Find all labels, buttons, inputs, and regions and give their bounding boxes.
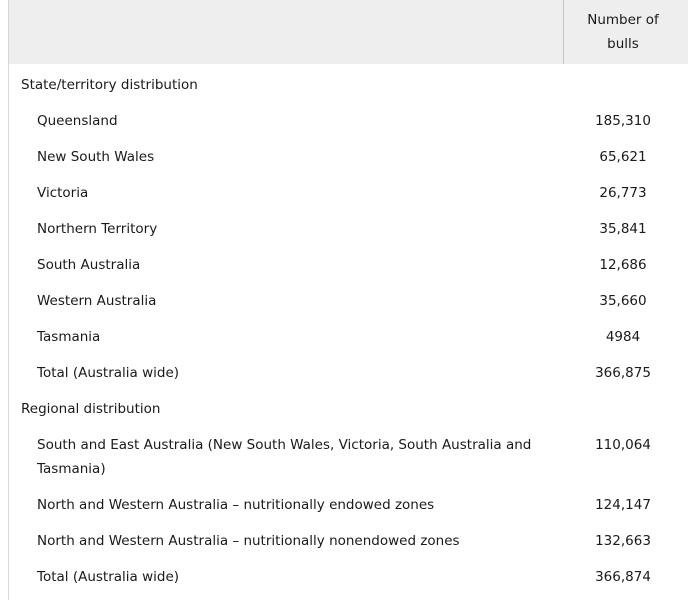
row-value: 124,147 [595, 497, 651, 513]
section-heading-state: State/territory distribution [21, 77, 198, 93]
row-label: Victoria [37, 185, 89, 201]
header-line-2: bulls [607, 36, 639, 52]
row-value: 26,773 [599, 185, 647, 201]
row-value: 110,064 [595, 437, 651, 453]
row-value: 366,875 [595, 365, 651, 381]
row-value: 366,874 [595, 569, 651, 585]
row-label: Total (Australia wide) [37, 365, 180, 381]
number-of-bulls-header [564, 8, 682, 56]
row-value: 65,621 [599, 149, 647, 165]
row-label: Queensland [37, 113, 118, 129]
row-label: Tasmania [37, 329, 101, 345]
row-label: Western Australia [37, 293, 157, 309]
row-label: New South Wales [37, 149, 155, 165]
row-label: South Australia [37, 257, 141, 273]
header-line-1: Number of [587, 12, 659, 28]
row-value: 132,663 [595, 533, 651, 549]
bull-distribution-table [8, 0, 688, 600]
section-heading-region: Regional distribution [21, 401, 161, 417]
row-value: 12,686 [599, 257, 647, 273]
row-value: 185,310 [595, 113, 651, 129]
row-label: South and East Australia (New South Wales, Victoria, South Australia and Tasmania) [37, 437, 532, 477]
row-label: Northern Territory [37, 221, 158, 237]
row-value: 35,660 [599, 293, 647, 309]
row-value: 35,841 [599, 221, 647, 237]
row-label: North and Western Australia – nutritionally endowed zones [37, 497, 435, 513]
row-value: 4984 [605, 329, 641, 345]
row-label: Total (Australia wide) [37, 569, 180, 585]
row-label: North and Western Australia – nutritionally nonendowed zones [37, 533, 460, 549]
table-header [9, 0, 688, 64]
